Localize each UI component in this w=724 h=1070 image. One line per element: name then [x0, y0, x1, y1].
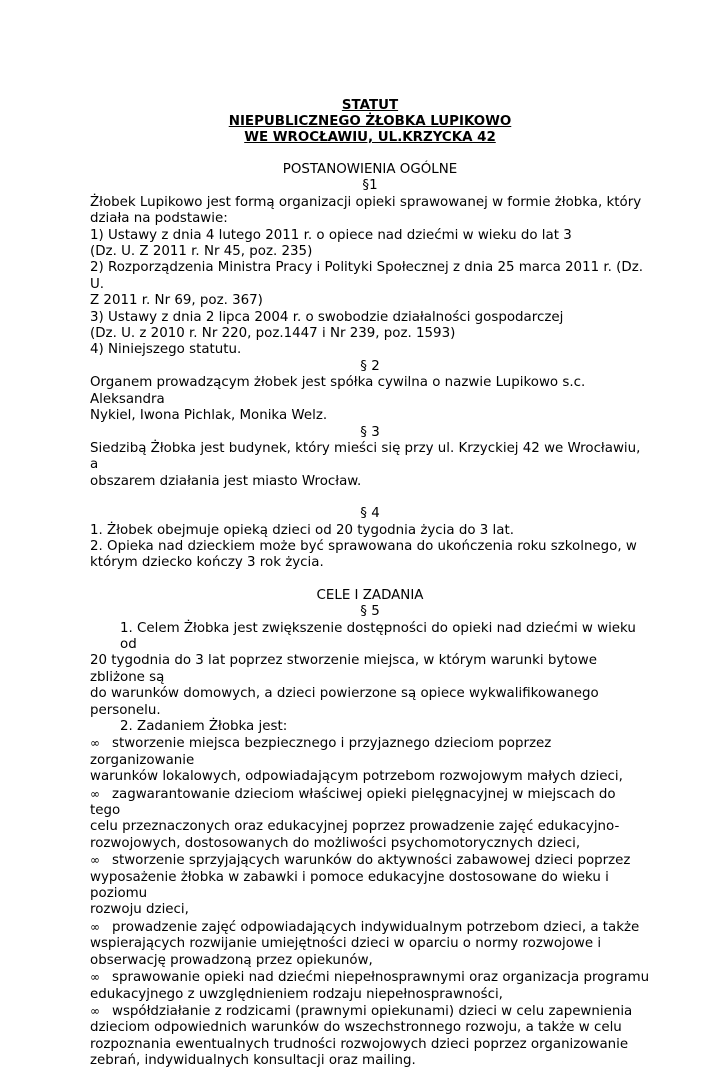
- paragraph-line: 4) Niniejszego statutu.: [90, 342, 242, 358]
- bullet-line: rozwoju dzieci,: [90, 902, 189, 918]
- bullet-item: [90, 852, 650, 919]
- bullet-line: edukacyjnego z uwzględnieniem rodzaju niepełnosprawności,: [90, 986, 503, 1002]
- bullet-item: [90, 735, 650, 785]
- document-title: [90, 98, 650, 146]
- bullet-line: wspierających rozwijanie umiejętności dzieci w oparciu o normy rozwojowe i: [90, 936, 602, 952]
- bullet-text: sprawowanie opieki nad dziećmi niepełnosprawnymi oraz organizacja programu: [112, 970, 650, 986]
- paragraph-line: (Dz. U. Z 2011 r. Nr 45, poz. 235): [90, 244, 313, 260]
- paragraph-line: którym dziecko kończy 3 rok życia.: [90, 555, 324, 571]
- paragraph-line: Organem prowadzącym żłobek jest spółka cywilna o nazwie Lupikowo s.c. Aleksandra: [90, 375, 586, 407]
- paragraph-mark-5: § 5: [360, 604, 380, 620]
- paragraph-line: Nykiel, Iwona Pichlak, Monika Welz.: [90, 408, 328, 424]
- bullet-text: stworzenie sprzyjających warunków do aktywności zabawowej dzieci poprzez: [112, 853, 631, 869]
- document-body: [90, 98, 650, 1070]
- bullet-line: warunków lokalowych, odpowiadającym potrzebom rozwojowym małych dzieci,: [90, 769, 623, 785]
- bullet-line: obserwację prowadzoną przez opiekunów,: [90, 952, 373, 968]
- paragraph-line: 1. Żłobek obejmuje opieką dzieci od 20 tygodnia życia do 3 lat.: [90, 522, 514, 538]
- bullet-line: dzieciom odpowiednich warunków do wszechstronnego rozwoju, a także w celu: [90, 1020, 622, 1036]
- paragraph-line: 1) Ustawy z dnia 4 lutego 2011 r. o opiece nad dziećmi w wieku do lat 3: [90, 227, 572, 243]
- paragraph-mark-2: § 2: [360, 358, 380, 374]
- section-heading-general: POSTANOWIENIA OGÓLNE: [282, 162, 458, 177]
- bullet-line: rozwojowych, dostosowanych do możliwości psychomotorycznych dzieci,: [90, 835, 581, 851]
- paragraph-mark-3: § 3: [360, 424, 380, 440]
- infinity-bullet-icon: ∞: [90, 736, 100, 751]
- paragraph-line: 20 tygodnia do 3 lat poprzez stworzenie miejsca, w którym warunki bytowe zbliżone są: [90, 653, 597, 685]
- paragraph-mark-4: § 4: [360, 506, 380, 522]
- bullet-line: rozpoznania ewentualnych trudności rozwojowych dzieci poprzez organizowanie: [90, 1036, 629, 1052]
- bullet-line: zebrań, indywidualnych konsultacji oraz mailing.: [90, 1053, 416, 1069]
- infinity-bullet-icon: ∞: [90, 919, 100, 934]
- paragraph-line: 2. Opieka nad dzieckiem może być sprawowana do ukończenia roku szkolnego, w: [90, 538, 637, 554]
- bullet-text: współdziałanie z rodzicami (prawnymi opiekunami) dzieci w celu zapewnienia: [112, 1003, 633, 1019]
- section-heading-goals: CELE I ZADANIA: [316, 587, 424, 603]
- paragraph-2: [90, 375, 650, 424]
- infinity-bullet-icon: ∞: [90, 853, 100, 868]
- paragraph-line: działa na podstawie:: [90, 211, 228, 227]
- paragraph-5: [90, 621, 650, 1070]
- paragraph-line: Siedzibą Żłobka jest budynek, który mieści się przy ul. Krzyckiej 42 we Wrocławiu, a: [90, 440, 641, 473]
- bullet-item: [90, 1003, 650, 1070]
- paragraph-line: 1. Celem Żłobka jest zwiększenie dostępności do opieki nad dziećmi w wieku od: [120, 620, 636, 652]
- bullet-item: [90, 919, 650, 969]
- bullet-line: celu przeznaczonych oraz edukacyjnej poprzez prowadzenie zajęć edukacyjno-: [90, 819, 620, 835]
- infinity-bullet-icon: ∞: [90, 786, 100, 801]
- tasks-heading: 2. Zadaniem Żłobka jest:: [120, 719, 288, 734]
- paragraph-4: [90, 523, 650, 572]
- infinity-bullet-icon: ∞: [90, 1003, 100, 1018]
- paragraph-line: (Dz. U. z 2010 r. Nr 220, poz.1447 i Nr 239, poz. 1593): [90, 326, 456, 342]
- bullet-text: prowadzenie zajęć odpowiadających indywidualnym potrzebom dzieci, a także: [112, 919, 640, 935]
- title-line-3: WE WROCŁAWIU, UL.KRZYCKA 42: [244, 130, 496, 145]
- bullet-text: stworzenie miejsca bezpiecznego i przyjaznego dzieciom poprzez zorganizowanie: [90, 736, 552, 768]
- bullet-text: zagwarantowanie dzieciom właściwej opieki pielęgnacyjnej w miejscach do tego: [90, 786, 616, 819]
- paragraph-line: 2) Rozporządzenia Ministra Pracy i Polityki Społecznej z dnia 25 marca 2011 r. (Dz. U.: [90, 260, 643, 292]
- paragraph-line: obszarem działania jest miasto Wrocław.: [90, 473, 362, 489]
- paragraph-1: [90, 195, 650, 359]
- paragraph-mark-1: §1: [362, 178, 378, 194]
- paragraph-line: Żłobek Lupikowo jest formą organizacji opieki sprawowanej w formie żłobka, który: [90, 194, 642, 210]
- title-line-2: NIEPUBLICZNEGO ŻŁOBKA LUPIKOWO: [228, 114, 512, 129]
- paragraph-line: Z 2011 r. Nr 69, poz. 367): [90, 293, 263, 309]
- bullet-item: [90, 969, 650, 1003]
- infinity-bullet-icon: ∞: [90, 970, 100, 985]
- paragraph-line: do warunków domowych, a dzieci powierzone są opiece wykwalifikowanego personelu.: [90, 686, 599, 718]
- title-line-1: STATUT: [341, 98, 399, 113]
- bullet-line: wyposażenie żłobka w zabawki i pomoce edukacyjne dostosowane do wieku i poziomu: [90, 869, 609, 902]
- paragraph-3: [90, 441, 650, 490]
- bullet-item: [90, 786, 650, 853]
- paragraph-line: 3) Ustawy z dnia 2 lipca 2004 r. o swobodzie działalności gospodarczej: [90, 309, 564, 325]
